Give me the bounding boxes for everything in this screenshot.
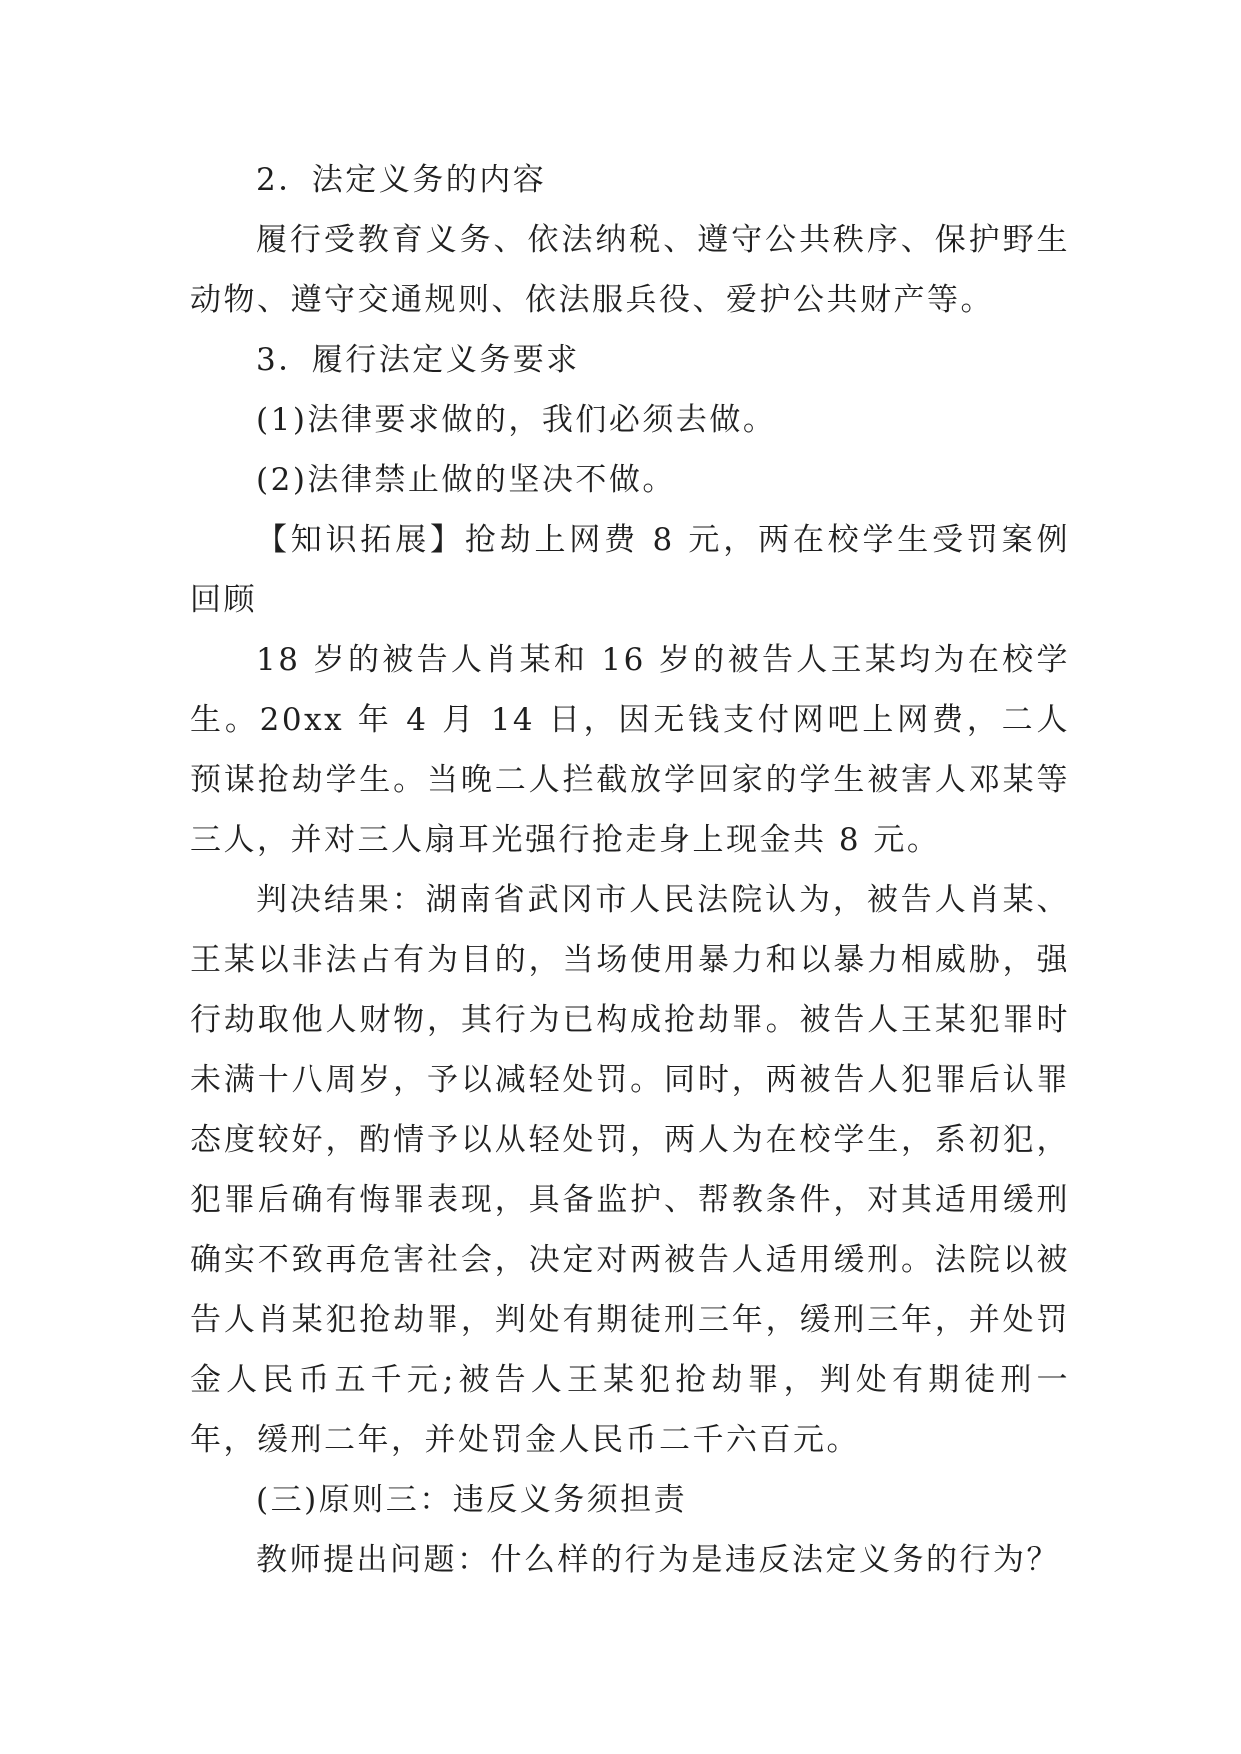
case-description: 18 岁的被告人肖某和 16 岁的被告人王某均为在校学生。20xx 年 4 月 14 日，因无钱支付网吧上网费，二人预谋抢劫学生。当晚二人拦截放学回家的学生被害人邓某等三人，并对三人扇耳光强行抢走身上现金共 8 元。 (190, 642, 1070, 858)
verdict-paragraph: 判决结果：湖南省武冈市人民法院认为，被告人肖某、王某以非法占有为目的，当场使用暴力和以暴力相威胁，强行劫取他人财物，其行为已构成抢劫罪。被告人王某犯罪时未满十八周岁，予以减轻处罚。同时，两被告人犯罪后认罪态度较好，酌情予以从轻处罚，两人为在校学生，系初犯，犯罪后确有悔罪表现，具备监护、帮教条件，对其适用缓刑确实不致再危害社会，决定对两被告人适用缓刑。法院以被告人肖某犯抢劫罪，判处有期徒刑三年，缓刑三年，并处罚金人民币五千元;被告人王某犯抢劫罪，判处有期徒刑一年，缓刑二年，并处罚金人民币二千六百元。 (190, 882, 1070, 1458)
principle-three-heading: (三)原则三：违反义务须担责 (256, 1482, 688, 1518)
teacher-question: 教师提出问题：什么样的行为是违反法定义务的行为？ (256, 1542, 1060, 1578)
document-body (190, 150, 1070, 1590)
paragraph-duty-content: 履行受教育义务、依法纳税、遵守公共秩序、保护野生动物、遵守交通规则、依法服兵役、爱护公共财产等。 (190, 222, 1070, 318)
requirement-item-2: (2)法律禁止做的坚决不做。 (256, 462, 676, 498)
section-heading-3: 3．履行法定义务要求 (256, 342, 580, 378)
requirement-item-1: (1)法律要求做的，我们必须去做。 (256, 402, 777, 438)
knowledge-extension-heading: 【知识拓展】抢劫上网费 8 元，两在校学生受罚案例回顾 (190, 522, 1070, 618)
section-heading-2: 2．法定义务的内容 (256, 162, 547, 198)
